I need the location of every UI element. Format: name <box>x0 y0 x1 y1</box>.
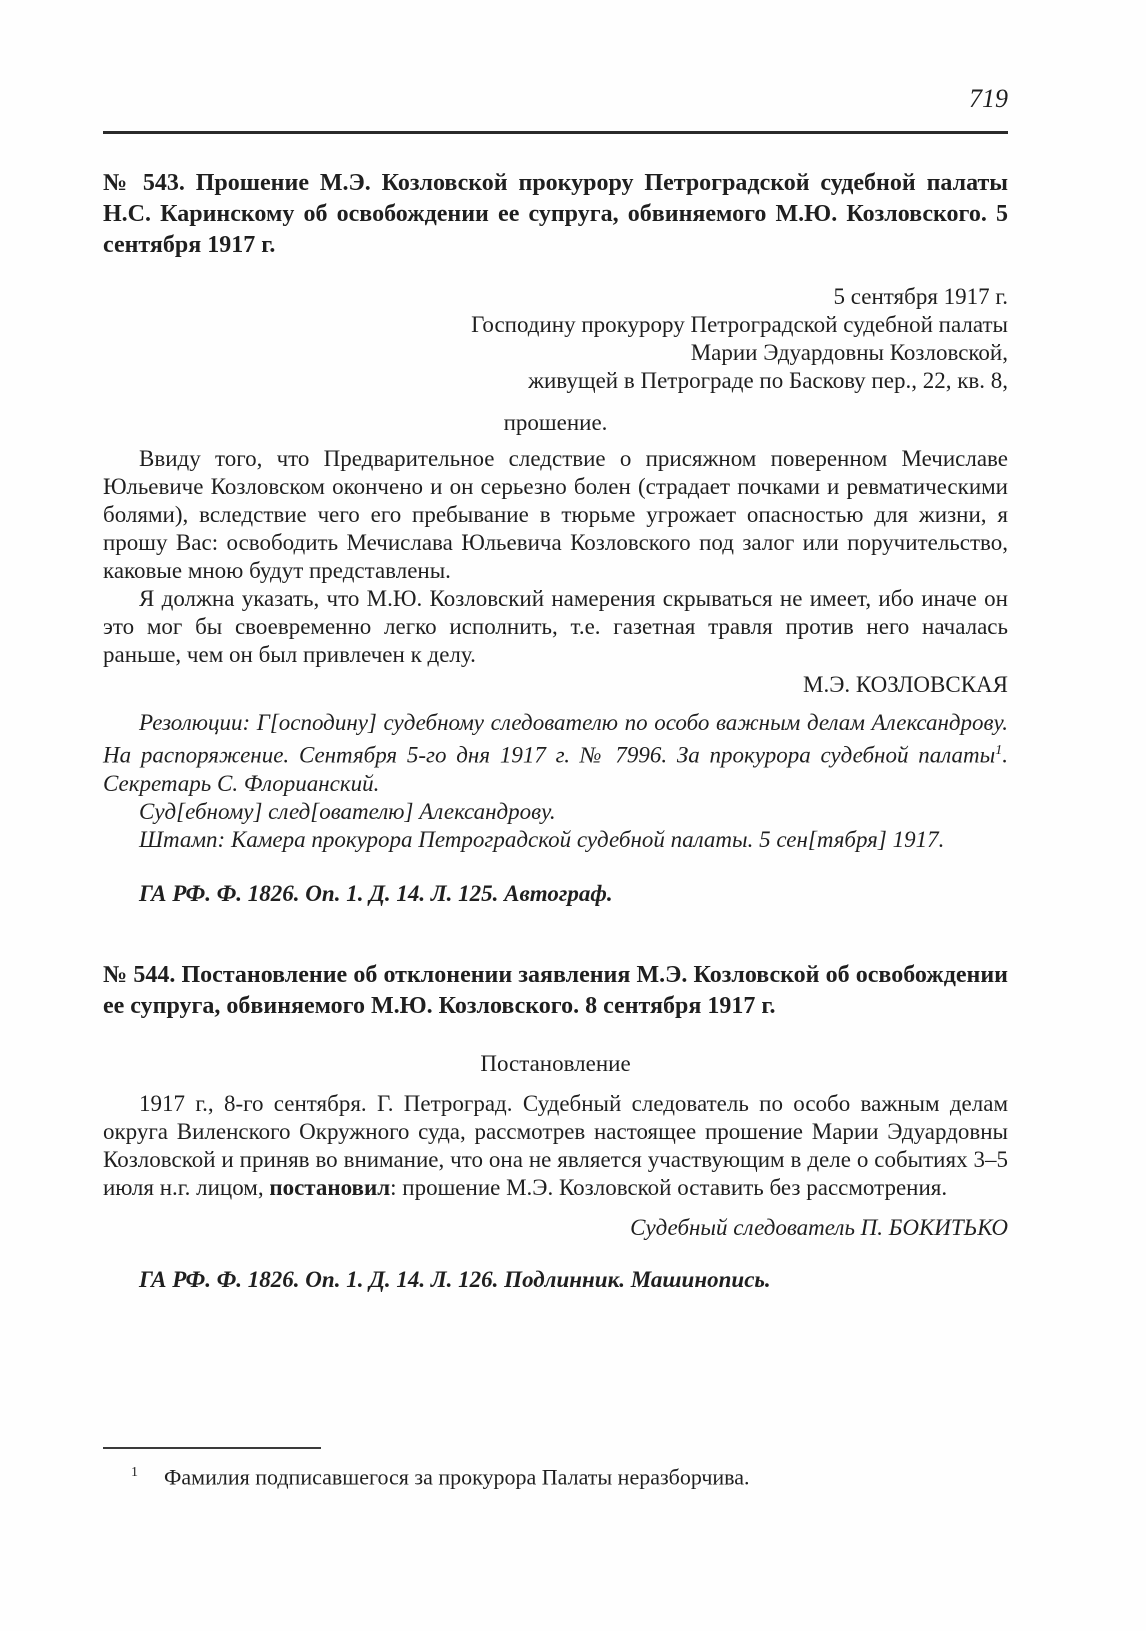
resolution-text: . Секретарь С. Флорианский. <box>103 742 1008 796</box>
doc543-salutation: прошение. <box>503 410 608 435</box>
doc544-paragraph <box>103 1090 1008 1202</box>
footnote <box>103 1459 1008 1490</box>
resolution-text: Резолюции: Г[осподину] судебному следователю по особо важным делам Александрову. На распоряжение. Сентября 5-го дня 1917 г. № 7996. За прокурора судебной палаты <box>103 710 1008 768</box>
footnote-reference-mark: 1 <box>995 743 1003 758</box>
doc543-signature: М.Э. КОЗЛОВСКАЯ <box>803 672 1008 697</box>
doc544-heading: № 544. Постановление об отклонении заявления М.Э. Козловской об освобождении ее супруга, обвиняемого М.Ю. Козловского. 8 сентября 1917 г. <box>103 961 1008 1019</box>
doc543-address-line: Господину прокурору Петроградской судебной палаты <box>471 312 1008 337</box>
doc543-paragraph: Ввиду того, что Предварительное следствие о присяжном поверенном Мечиславе Юльевиче Козловском окончено и он серьезно болен (страдает почками и ревматическими болями), вследствие чего его пребывание в тюрьме угрожает опасностью для жизни, я прошу Вас: освободить Мечислава Юльевича Козловского под залог или поручительство, каковые мною будут представлены. <box>103 446 1008 583</box>
page-number: 719 <box>969 84 1008 113</box>
doc543-address-line: живущей в Петрограде по Баскову пер., 22, кв. 8, <box>528 368 1008 393</box>
doc543-resolution-1 <box>103 709 1008 798</box>
doc544-archive-reference: ГА РФ. Ф. 1826. Оп. 1. Д. 14. Л. 126. Подлинник. Машинопись. <box>139 1266 771 1292</box>
doc543-heading: № 543. Прошение М.Э. Козловской прокурору Петроградской судебной палаты Н.С. Каринскому об освобождении ее супруга, обвиняемого М.Ю. Козловского. 5 сентября 1917 г. <box>103 170 1008 258</box>
paragraph-text: 1917 г., 8-го сентября. Г. Петроград. Судебный следователь по особо важным делам округа Виленского Окружного суда, рассмотрев настоящее прошение Марии Эдуардовны Козловской и приняв во внимание, что она не является участвующим в деле о событиях 3–5 июля н.г. лицом, <box>103 1090 1008 1200</box>
footnote-marker: 1 <box>131 1465 138 1480</box>
paragraph-text: : прошение М.Э. Козловской оставить без рассмотрения. <box>390 1174 948 1200</box>
doc544-subtitle: Постановление <box>480 1050 631 1076</box>
footnote-rule <box>103 1447 321 1449</box>
page-content <box>103 0 1008 1317</box>
doc544-signature: Судебный следователь П. БОКИТЬКО <box>630 1214 1008 1240</box>
footnote-text: Фамилия подписавшегося за прокурора Палаты неразборчива. <box>164 1464 750 1490</box>
paragraph-bold-word: постановил <box>269 1174 391 1200</box>
doc543-address-line: Марии Эдуардовны Козловской, <box>690 340 1008 365</box>
doc543-paragraph: Я должна указать, что М.Ю. Козловский намерения скрываться не имеет, ибо иначе он это мог бы своевременно легко исполнить, т.е. газетная травля против него началась раньше, чем он был привлечен к делу. <box>103 586 1008 667</box>
doc543-date-line: 5 сентября 1917 г. <box>833 284 1008 309</box>
doc543-archive-reference: ГА РФ. Ф. 1826. Оп. 1. Д. 14. Л. 125. Автограф. <box>139 880 613 906</box>
doc543-resolution-3: Штамп: Камера прокурора Петроградской судебной палаты. 5 сен[тября] 1917. <box>139 826 945 852</box>
doc543-resolution-2: Суд[ебному] след[ователю] Александрову. <box>139 798 556 824</box>
doc543-address-block <box>103 283 1008 395</box>
